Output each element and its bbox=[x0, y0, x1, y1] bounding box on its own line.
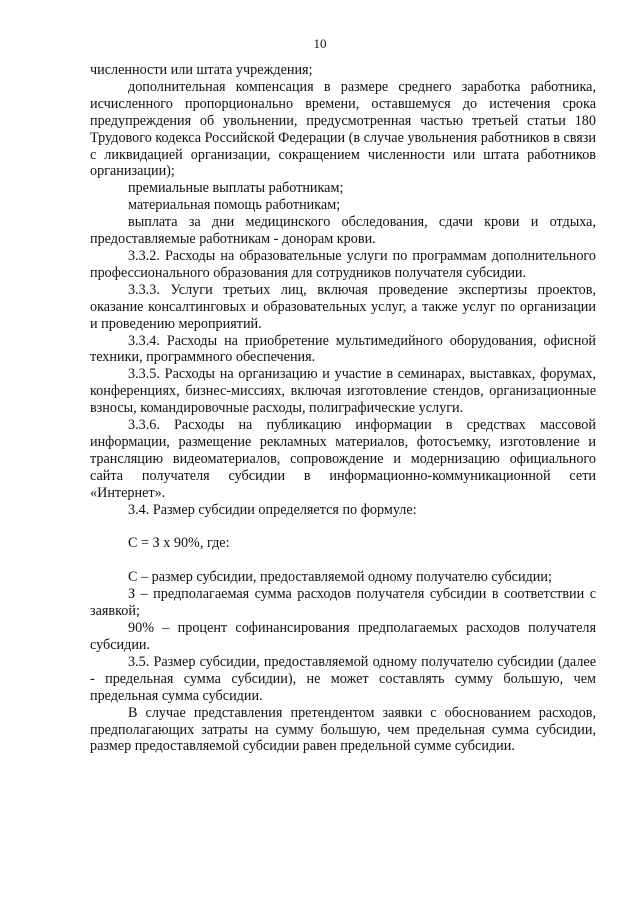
formula-definition: С – размер субсидии, предоставляемой одному получателю субсидии; bbox=[128, 569, 552, 586]
paragraph-3-3-2: 3.3.2. Расходы на образовательные услуги по программам дополнительного профессионального образования для сотрудников получателя субсидии. bbox=[90, 247, 596, 281]
paragraph: дополнительная компенсация в размере среднего заработка работника, исчисленного пропорционально времени, оставшемуся до истечения срока предупреждения об увольнении, предусмотренная частью третьей статьи 180 Трудового кодекса Российской Федерации (в случае увольнения работников в связи с ликвидацией организации, сокращением численности или штата работников организации); bbox=[90, 78, 596, 180]
page-number: 10 bbox=[313, 36, 327, 51]
spacer bbox=[90, 552, 596, 569]
formula-definition: 90% – процент софинансирования предполагаемых расходов получателя субсидии. bbox=[90, 620, 596, 653]
paragraph: численности или штата учреждения; bbox=[90, 62, 313, 78]
paragraph-3-3-6: 3.3.6. Расходы на публикацию информации в средствах массовой информации, размещение рекламных материалов, фотосъемку, изготовление и трансляцию видеоматериалов, сопровождение и модернизацию официального сайта получателя субсидии в информационно-коммуникационной сети «Интернет». bbox=[90, 417, 596, 501]
paragraph-3-4: 3.4. Размер субсидии определяется по формуле: bbox=[128, 501, 417, 518]
formula-definition: З – предполагаемая сумма расходов получателя субсидии в соответствии с заявкой; bbox=[90, 586, 596, 620]
paragraph: В случае представления претендентом заявки с обоснованием расходов, предполагающих затраты на сумму большую, чем предельная сумма субсидии, размер предоставляемой субсидии равен предельной сумме субсидии. bbox=[90, 704, 596, 755]
paragraph: выплата за дни медицинского обследования, сдачи крови и отдыха, предоставляемые работникам - донорам крови. bbox=[90, 214, 596, 248]
paragraph: материальная помощь работникам; bbox=[128, 197, 341, 214]
formula: С = З х 90%, где: bbox=[128, 535, 230, 552]
paragraph-3-3-3: 3.3.3. Услуги третьих лиц, включая проведение экспертизы проектов, оказание консалтинговых и образовательных услуг, а также услуг по организации и проведению мероприятий. bbox=[90, 281, 596, 332]
spacer bbox=[90, 518, 596, 535]
paragraph-3-3-4: 3.3.4. Расходы на приобретение мультимедийного оборудования, офисной техники, программного обеспечения. bbox=[90, 332, 596, 366]
document-body bbox=[90, 62, 596, 755]
paragraph: премиальные выплаты работникам; bbox=[128, 180, 344, 197]
paragraph-3-5: 3.5. Размер субсидии, предоставляемой одному получателю субсидии (далее - предельная сумма субсидии), не может составлять сумму большую, чем предельная сумма субсидии. bbox=[90, 653, 596, 704]
paragraph-3-3-5: 3.3.5. Расходы на организацию и участие в семинарах, выставках, форумах, конференциях, бизнес-миссиях, включая изготовление стендов, организационные взносы, командировочные расходы, полиграфические услуги. bbox=[90, 366, 596, 417]
